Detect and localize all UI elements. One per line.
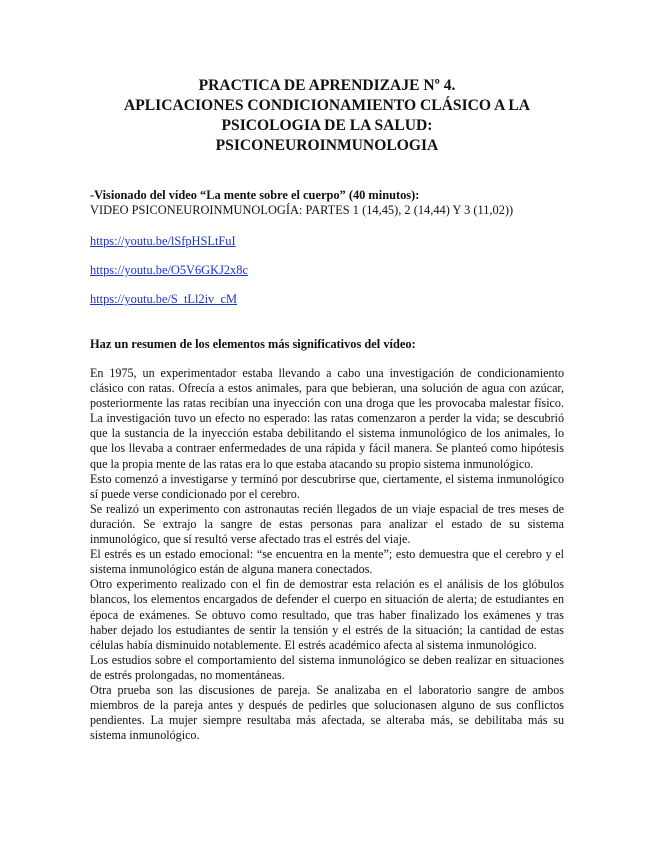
summary-paragraph: Esto comenzó a investigarse y terminó por descubrirse que, ciertamente, el sistema inmunológico sí puede verse condicionado por el cerebro. [90,471,564,501]
video-link-3[interactable]: https://youtu.be/S_tLl2iv_cM [90,292,237,306]
summary-paragraph: Otro experimento realizado con el fin de demostrar esta relación es el análisis de los glóbulos blancos, los elementos encargados de defender el cuerpo en situación de alerta; de estudiantes en época de exámenes. Se obtuvo como resultado, que tras haber finalizado los exámenes y tras haber dejado los estudiantes de sentir la tensión y el estrés de la situación; la cantidad de estas células había disminuido notablemente. El estrés académico afecta al sistema inmunológico. [90,577,564,652]
summary-paragraph: Otra prueba son las discusiones de pareja. Se analizaba en el laboratorio sangre de ambos miembros de la pareja antes y después de pedirles que solucionasen alguno de sus conflictos pendientes. La mujer siempre resultaba más afectada, se alteraba más, se debilitaba más su sistema inmunológico. [90,682,564,743]
video-parts: VIDEO PSICONEUROINMUNOLOGÍA: PARTES 1 (14,45), 2 (14,44) Y 3 (11,02)) [90,203,514,217]
title-line-4: PSICONEUROINMUNOLOGIA [215,137,439,154]
video-intro [90,188,564,218]
video-heading: -Visionado del vídeo “La mente sobre el cuerpo” (40 minutos): [90,188,420,202]
summary-paragraph: El estrés es un estado emocional: “se encuentra en la mente”; esto demuestra que el cerebro y el sistema inmunológico están de alguna manera conectados. [90,547,564,577]
title-line-2: APLICACIONES CONDICIONAMIENTO CLÁSICO A LA [123,97,531,114]
document-page [90,76,564,743]
summary-heading: Haz un resumen de los elementos más significativos del vídeo: [90,337,416,351]
video-link-2[interactable]: https://youtu.be/O5V6GKJ2x8c [90,263,248,277]
summary-paragraph: En 1975, un experimentador estaba llevando a cabo una investigación de condicionamiento clásico con ratas. Ofrecía a estos animales, para que bebieran, una solución de agua con azúcar, posteriormente las ratas recibían una inyección con una droga que les provocaba malestar físico. La investigación tuvo un efecto no esperado: las ratas comenzaron a perder la vida; se descubrió que la sustancia de la inyección estaba debilitando el sistema inmunológico de los animales, lo que los llevaba a contraer enfermedades de una rápida y fácil manera. Se planteó como hipótesis que la propia mente de las ratas era lo que estaba atacando su propio sistema inmunológico. [90,366,564,471]
summary-body [90,366,564,743]
video-link-1[interactable]: https://youtu.be/lSfpHSLtFuI [90,234,236,248]
title-line-3: PSICOLOGIA DE LA SALUD: [221,117,433,134]
title-line-1: PRACTICA DE APRENDIZAJE Nº 4. [198,77,456,94]
document-title [90,76,564,156]
summary-paragraph: Los estudios sobre el comportamiento del sistema inmunológico se deben realizar en situaciones de estrés prolongadas, no momentáneas. [90,652,564,682]
summary-paragraph: Se realizó un experimento con astronautas recién llegados de un viaje espacial de tres meses de duración. Se extrajo la sangre de estas personas para analizar el estado de su sistema inmunológico, que sí resultó verse afectado tras el estrés del viaje. [90,501,564,547]
